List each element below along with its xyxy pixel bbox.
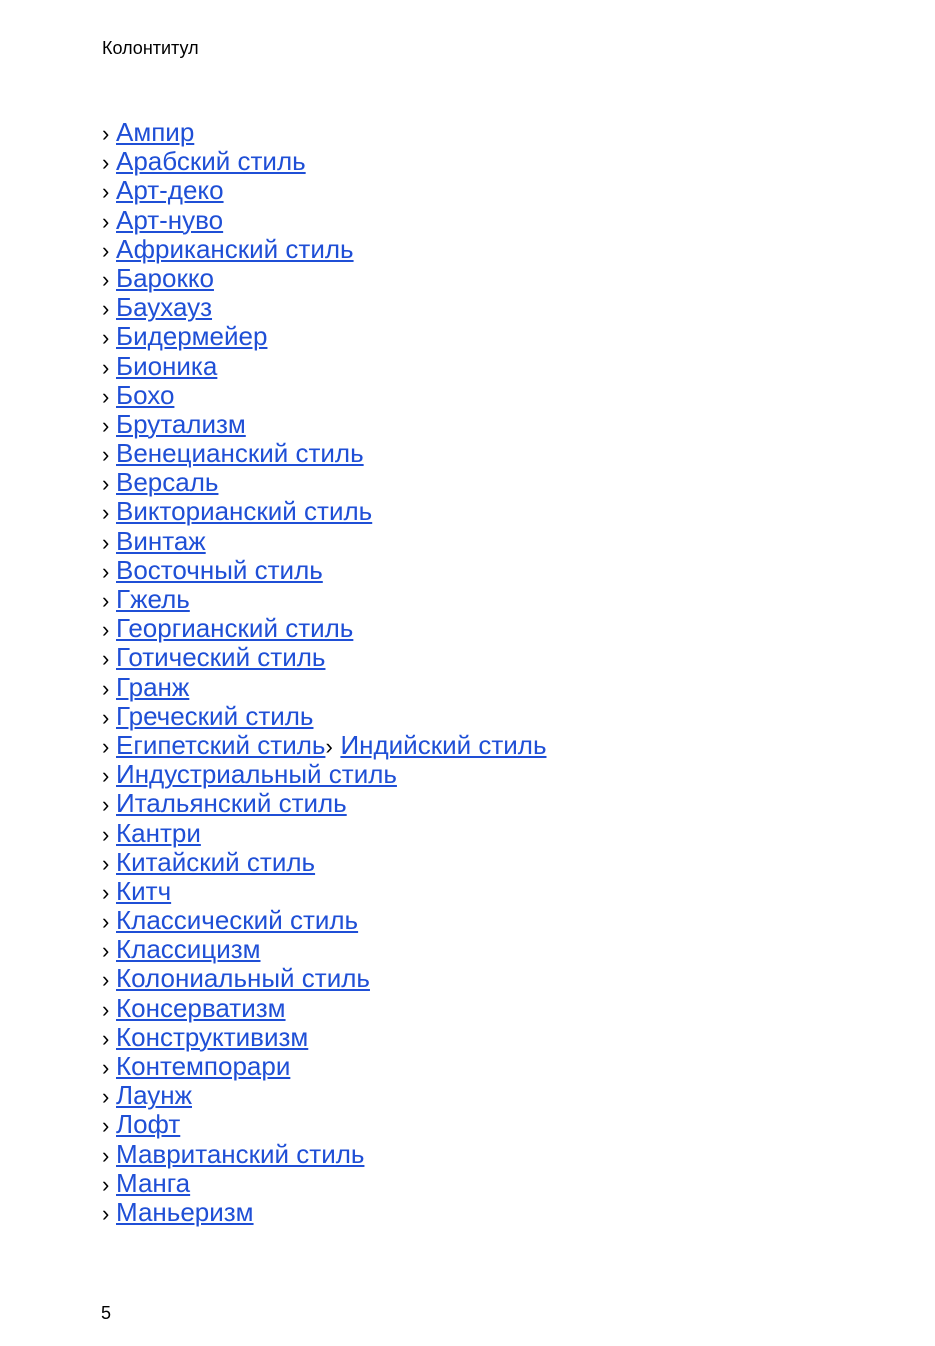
bullet-chevron-icon: › [102, 1025, 110, 1051]
bullet-chevron-icon: › [325, 733, 333, 759]
style-link[interactable]: Индустриальный стиль [116, 759, 397, 790]
list-item [102, 206, 547, 235]
style-link[interactable]: Бионика [116, 350, 218, 381]
style-link[interactable]: Гранж [116, 671, 190, 702]
list-item [102, 352, 547, 381]
bullet-chevron-icon: › [102, 237, 110, 263]
list-item [102, 789, 547, 818]
list-item [102, 1110, 547, 1139]
list-item [102, 935, 547, 964]
bullet-chevron-icon: › [102, 675, 110, 701]
bullet-chevron-icon: › [102, 1113, 110, 1139]
list-item [102, 643, 547, 672]
bullet-chevron-icon: › [102, 996, 110, 1022]
style-link[interactable]: Манга [116, 1167, 191, 1198]
style-link[interactable]: Китайский стиль [116, 846, 316, 877]
style-link[interactable]: Барокко [116, 262, 214, 293]
page-number: 5 [101, 1303, 112, 1323]
list-item [102, 264, 547, 293]
bullet-chevron-icon: › [102, 354, 110, 380]
style-link[interactable]: Арабский стиль [116, 146, 306, 177]
bullet-chevron-icon: › [102, 938, 110, 964]
bullet-chevron-icon: › [102, 704, 110, 730]
list-item [102, 819, 547, 848]
bullet-chevron-icon: › [102, 763, 110, 789]
list-item [102, 877, 547, 906]
style-link[interactable]: Викторианский стиль [116, 496, 373, 527]
style-link[interactable]: Готический стиль [116, 642, 326, 673]
bullet-chevron-icon: › [102, 909, 110, 935]
bullet-chevron-icon: › [102, 733, 110, 759]
bullet-chevron-icon: › [102, 529, 110, 555]
list-item [102, 1081, 547, 1110]
bullet-chevron-icon: › [102, 325, 110, 351]
bullet-chevron-icon: › [102, 412, 110, 438]
list-item [102, 585, 547, 614]
style-link[interactable]: Египетский стиль [116, 729, 326, 760]
style-link[interactable]: Мавританский стиль [116, 1138, 365, 1169]
style-link[interactable]: Классицизм [116, 934, 261, 965]
list-item [102, 527, 547, 556]
list-item [102, 964, 547, 993]
style-link[interactable]: Ампир [116, 117, 195, 147]
bullet-chevron-icon: › [102, 442, 110, 468]
style-link[interactable]: Контемпорари [116, 1051, 291, 1081]
bullet-chevron-icon: › [102, 1200, 110, 1226]
style-link[interactable]: Георгианский стиль [116, 613, 354, 644]
bullet-chevron-icon: › [102, 1084, 110, 1110]
style-link[interactable]: Брутализм [116, 408, 246, 439]
bullet-chevron-icon: › [102, 1171, 110, 1197]
bullet-chevron-icon: › [102, 1055, 110, 1080]
list-item [102, 147, 547, 176]
style-link[interactable]: Арт-деко [116, 175, 224, 206]
list-item [102, 702, 547, 731]
style-link[interactable]: Китч [116, 875, 172, 906]
list-item [102, 410, 547, 439]
style-link[interactable]: Индийский стиль [340, 729, 547, 760]
bullet-chevron-icon: › [102, 850, 110, 876]
style-link[interactable]: Лаунж [116, 1080, 192, 1111]
list-item [102, 322, 547, 351]
list-item [102, 497, 547, 526]
list-item [102, 235, 547, 264]
style-link[interactable]: Версаль [116, 467, 219, 498]
bullet-chevron-icon: › [102, 179, 110, 205]
style-link[interactable]: Лофт [116, 1109, 181, 1140]
style-link[interactable]: Африканский стиль [116, 233, 354, 264]
style-link[interactable]: Бидермейер [116, 321, 268, 352]
style-link[interactable]: Колониальный стиль [116, 963, 370, 994]
style-link[interactable]: Арт-нуво [116, 204, 224, 235]
list-item [102, 556, 547, 585]
list-item [102, 176, 547, 205]
list-item [102, 848, 547, 877]
bullet-chevron-icon: › [102, 967, 110, 993]
style-link[interactable]: Баухауз [116, 292, 213, 323]
list-item [102, 906, 547, 935]
style-link[interactable]: Гжель [116, 584, 190, 614]
bullet-chevron-icon: › [102, 471, 110, 497]
list-item [102, 994, 547, 1023]
style-link[interactable]: Консерватизм [116, 992, 286, 1023]
list-item [102, 1140, 547, 1169]
style-link[interactable]: Греческий стиль [116, 700, 314, 731]
bullet-chevron-icon: › [102, 821, 110, 847]
bullet-chevron-icon: › [102, 646, 110, 672]
list-item [102, 731, 547, 760]
list-item [102, 468, 547, 497]
style-link[interactable]: Бохо [116, 379, 175, 410]
style-link[interactable]: Восточный стиль [116, 554, 323, 585]
bullet-chevron-icon: › [102, 558, 110, 584]
list-item [102, 381, 547, 410]
bullet-chevron-icon: › [102, 617, 110, 643]
bullet-chevron-icon: › [102, 500, 110, 526]
list-item [102, 1023, 547, 1052]
list-item [102, 293, 547, 322]
page-header: Колонтитул [102, 38, 199, 58]
list-item [102, 1052, 547, 1081]
style-link[interactable]: Венецианский стиль [116, 438, 364, 469]
style-links-list [102, 118, 547, 1227]
bullet-chevron-icon: › [102, 296, 110, 322]
style-link[interactable]: Кантри [116, 817, 201, 848]
list-item [102, 614, 547, 643]
bullet-chevron-icon: › [102, 792, 110, 818]
bullet-chevron-icon: › [102, 266, 110, 292]
bullet-chevron-icon: › [102, 879, 110, 905]
list-item [102, 673, 547, 702]
bullet-chevron-icon: › [102, 121, 110, 146]
bullet-chevron-icon: › [102, 1142, 110, 1168]
style-link[interactable]: Маньеризм [116, 1196, 254, 1227]
bullet-chevron-icon: › [102, 150, 110, 176]
style-link[interactable]: Классический стиль [116, 905, 359, 936]
bullet-chevron-icon: › [102, 383, 110, 409]
bullet-chevron-icon: › [102, 588, 110, 613]
list-item [102, 1198, 547, 1227]
list-item [102, 760, 547, 789]
list-item [102, 118, 547, 147]
list-item [102, 1169, 547, 1198]
style-link[interactable]: Итальянский стиль [116, 788, 347, 819]
list-item [102, 439, 547, 468]
bullet-chevron-icon: › [102, 208, 110, 234]
style-link[interactable]: Конструктивизм [116, 1021, 309, 1052]
style-link[interactable]: Винтаж [116, 525, 206, 556]
